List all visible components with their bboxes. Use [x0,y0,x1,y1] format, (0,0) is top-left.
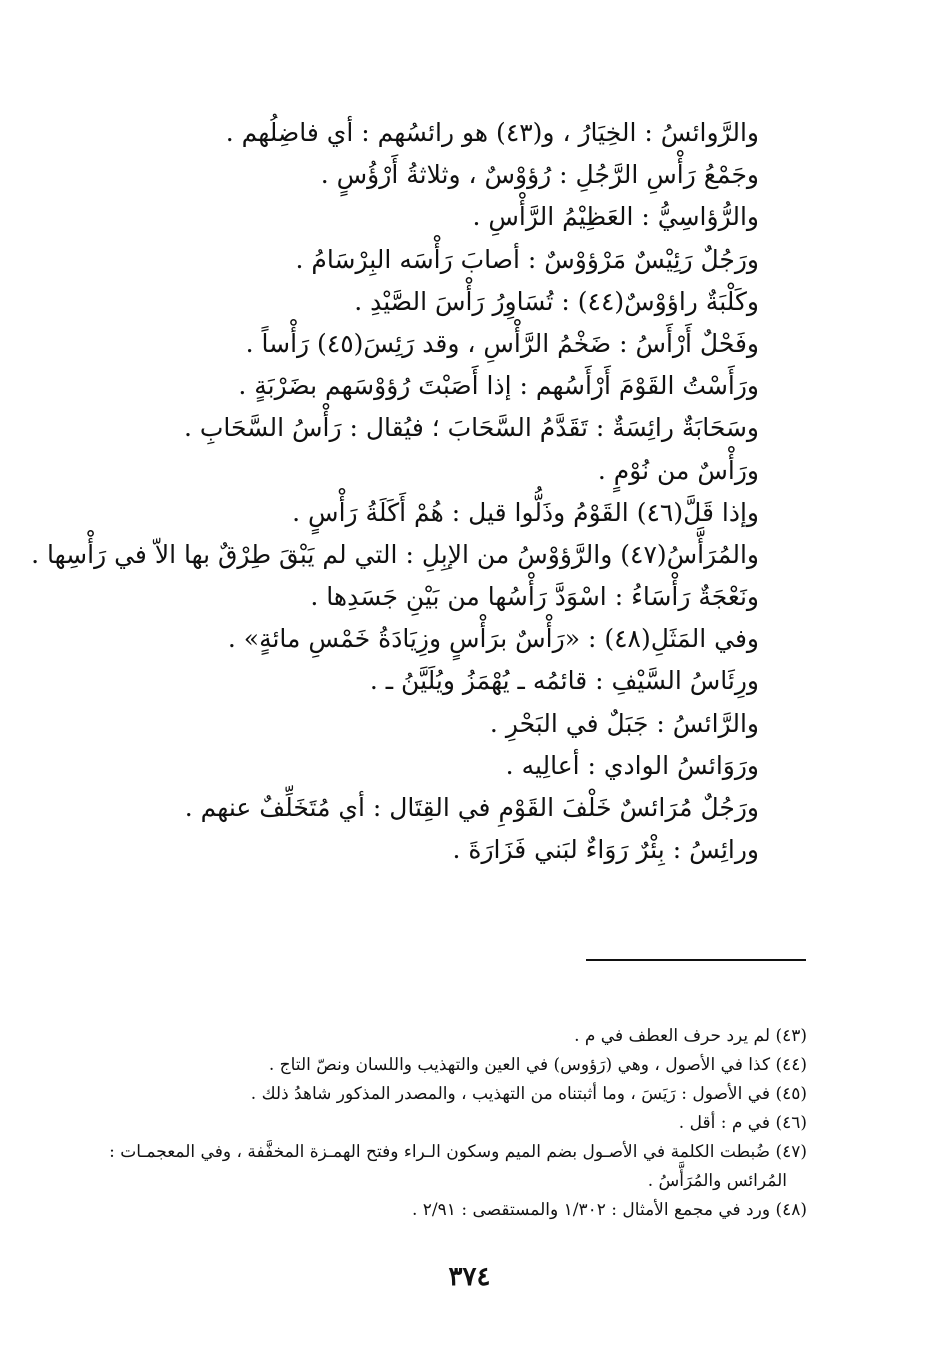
footnotes [109,1022,807,1225]
page-number: ٣٧٤ [448,1262,491,1292]
text-line: ورَوَائسُ الوادي : أعالِيه . [505,750,759,780]
text-line: ورَأَسْتُ القَوْمَ أَرْأَسُهم : إذا أَصَبْتَ رُؤوْسَهم بضَرْبَةٍ . [238,371,759,401]
text-line: ورِئَاسُ السَّيْفِ : قائمُه ـ يُهْمَزُ ويُلَيَّنُ ـ . [369,666,759,696]
footnote: (٤٥) في الأصول : رَيَسَ ، وما أثبتناه من التهذيب ، والمصدر المذكور شاهدُ ذلك . [250,1084,807,1104]
footnote-divider [586,959,806,961]
text-line: ورَجُلٌ مُرَائسٌ خَلْفَ القَوْمِ في القِتَال : أي مُتَخَلِّفٌ عنهم . [184,793,759,822]
text-line: والرُّؤاسِيُّ : العَظِيْمُ الرَّأْسِ . [472,202,759,232]
footnote: (٤٦) في م : أقل . [678,1113,807,1133]
text-line: وسَحَابَةٌ رائِسَةٌ : تَقَدَّمُ السَّحَابَ ؛ فيُقال : رَأْسُ السَّحَابِ . [184,413,759,443]
text-line: وكَلْبَةٌ راؤوْسٌ(٤٤) : تُسَاوِرُ رَأْسَ الصَّيْدِ . [354,286,759,316]
text-line: والرَّائسُ : جَبَلٌ في البَحْرِ . [489,708,759,738]
footnote: (٤٤) كذا في الأصول ، وهي (رَؤوس) في العين والتهذيب واللسان ونصّ التاج . [268,1055,807,1075]
text-line: ورَجُلٌ رَئِيْسٌ مَرْؤوْسٌ : أصابَ رَأْسَه البِرْسَامُ . [295,244,759,274]
text-line: ورَأْسٌ من نُوْمٍ . [597,455,759,485]
footnote-continuation: المُرائس والمُرَأَّسُ . [647,1171,787,1191]
text-line: ورائِسُ : بِئْرٌ رَوَاءٌ لبَني فَزَارَةَ . [452,835,759,865]
main-text [31,112,759,871]
text-line: وإذا قَلَّ(٤٦) القَوْمُ وذَلُّوا قيل : هُمْ أَكَلَةُ رَأْسٍ . [292,497,759,527]
footnote: (٤٧) ضُبطت الكلمة في الأصـول بضم الميم وسكون الـراء وفتح الهمـزة المخفَّفة ، وفي المعجمـات : [109,1142,807,1162]
footnote: (٤٨) ورد في مجمع الأمثال : ١/٣٠٢ والمستقصى : ٢/٩١ . [411,1200,807,1220]
text-line: ونَعْجَةٌ رَأْسَاءُ : اسْوَدَّ رَأْسُها من بَيْنِ جَسَدِها . [310,582,759,612]
text-line: والرَّوائسُ : الخِيَارُ ، و(٤٣) هو رائسُهم : أي فاضِلُهم . [225,118,759,147]
text-line: وفَحْلٌ أَرْأَسُ : ضَخْمُ الرَّأْسِ ، وقد رَئِسَ(٤٥) رَأْساً . [245,328,759,358]
text-line: وجَمْعُ رَأْسِ الرَّجُلِ : رُؤوْسٌ ، وثلاثةُ أَرْؤُسٍ . [320,160,759,190]
text-line: والمُرَأَّسُ(٤٧) والرَّؤوْسُ من الإبِلِ : التي لم يَبْقَ طِرْقٌ بها الاّ في رَأْسِها . [31,539,759,569]
footnote: (٤٣) لم يرد حرف العطف في م . [574,1026,807,1046]
text-line: وفي المَثَلِ(٤٨) : «رَأْسٌ برَأْسٍ وزِيَادَةُ خَمْسِ مائةٍ» . [227,624,759,654]
